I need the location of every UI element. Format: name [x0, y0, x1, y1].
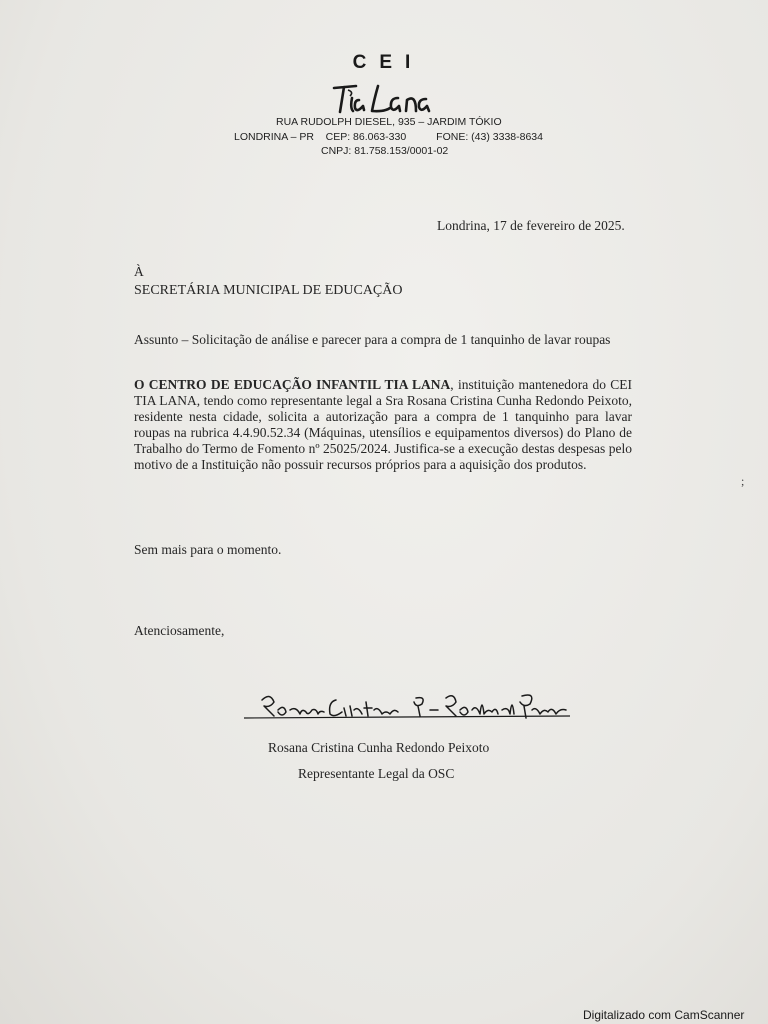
- closing-line: Sem mais para o momento.: [134, 542, 282, 557]
- body-text: , instituição mantenedora do CEI TIA LANA, tendo como representante legal a Sra Rosana Cristina Cunha Redondo Peixoto, residente nesta cidade, solicita a autorização para a compra de 1 tanquinho para lavar roupas na rubrica 4.4.90.52.34 (Máquinas, utensílios e equipamentos diversos) do Plano de Trabalho do Termo de Fomento nº 25025/2024. Justifica-se a execução destas despesas pelo motivo de a Instituição não possuir recursos próprios para a aquisição dos produtos.: [134, 377, 633, 472]
- scanner-watermark: Digitalizado com CamScanner: [583, 1008, 745, 1022]
- logo-tia-lana: [326, 78, 446, 118]
- sign-off: Atenciosamente,: [134, 623, 225, 638]
- signer-role: Representante Legal da OSC: [298, 766, 455, 781]
- recipient: SECRETÁRIA MUNICIPAL DE EDUCAÇÃO: [134, 283, 403, 298]
- signer-name: Rosana Cristina Cunha Redondo Peixoto: [268, 740, 490, 755]
- margin-mark: ;: [741, 474, 745, 488]
- city-cep-phone-line: [234, 131, 543, 143]
- letter-date: Londrina, 17 de fevereiro de 2025.: [437, 218, 625, 233]
- recipient-prefix: À: [134, 264, 144, 279]
- address-line: RUA RUDOLPH DIESEL, 935 – JARDIM TÓKIO: [276, 116, 502, 128]
- institution-name: O CENTRO DE EDUCAÇÃO INFANTIL TIA LANA: [134, 377, 451, 392]
- logo-cei-text: CEI: [352, 52, 424, 73]
- subject-line: Assunto – Solicitação de análise e parecer para a compra de 1 tanquinho de lavar roupas: [134, 332, 611, 347]
- city-cep: LONDRINA – PR CEP: 86.063-330: [234, 131, 407, 143]
- phone: FONE: (43) 3338-8634: [436, 131, 543, 143]
- cnpj-line: CNPJ: 81.758.153/0001-02: [321, 145, 449, 157]
- handwritten-signature: [240, 688, 590, 730]
- body-paragraph: [134, 377, 632, 473]
